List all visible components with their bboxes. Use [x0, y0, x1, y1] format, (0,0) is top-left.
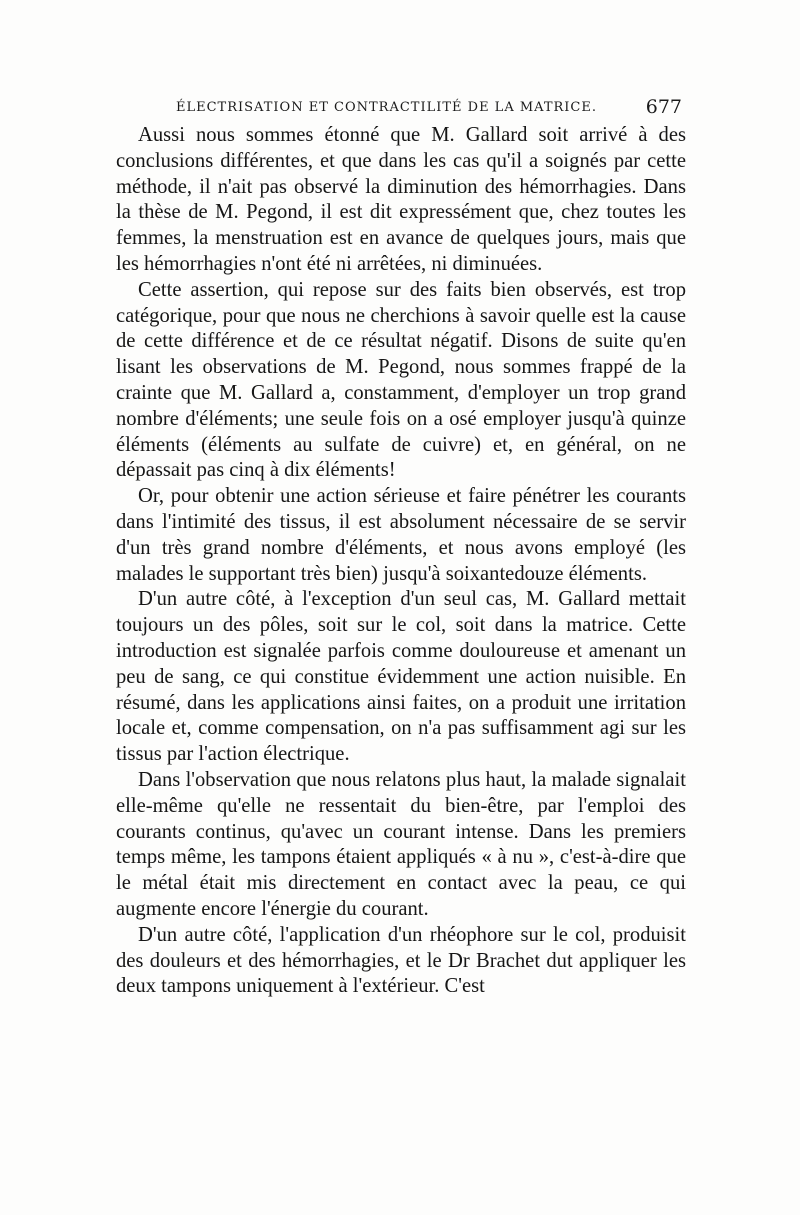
- running-header: [116, 96, 682, 124]
- body-text: [116, 123, 686, 1000]
- paragraph-3: Or, pour obtenir une action sérieuse et faire pénétrer les courants dans l'intimité des tissus, il est absolument nécessaire de se servir d'un très grand nombre d'éléments, et nous avons employé (les malades le supportant très bien) jusqu'à soixantedouze éléments.: [116, 485, 686, 585]
- paragraph-4: D'un autre côté, à l'exception d'un seul cas, M. Gallard mettait toujours un des pôles, soit sur le col, soit dans la matrice. Cette introduction est signalée parfois comme douloureuse et amenant un peu de sang, ce qui constitue évidemment une action nuisible. En résumé, dans les applications ainsi faites, on a produit une irritation locale et, comme compensation, on n'a pas suffisamment agi sur les tissus par l'action électrique.: [116, 588, 686, 766]
- paragraph-6: D'un autre côté, l'application d'un rhéophore sur le col, produisit des douleurs et des hémorrhagies, et le Dr Brachet dut appliquer les deux tampons uniquement à l'extérieur. C'est: [116, 923, 686, 998]
- paragraph-1: Aussi nous sommes étonné que M. Gallard soit arrivé à des conclusions différentes, et que dans les cas qu'il a soignés par cette méthode, il n'ait pas observé la diminution des hémorrhagies. Dans la thèse de M. Pegond, il est dit expressément que, chez toutes les femmes, la menstruation est en avance de quelques jours, mais que les hémorrhagies n'ont été ni arrêtées, ni diminuées.: [116, 124, 686, 275]
- paragraph-5: Dans l'observation que nous relatons plus haut, la malade signalait elle-même qu'elle ne ressentait du bien-être, par l'emploi des courants continus, qu'avec un courant intense. Dans les premiers temps même, les tampons étaient appliqués « à nu », c'est-à-dire que le métal était mis directement en contact avec la peau, ce qui augmente encore l'énergie du courant.: [116, 768, 686, 920]
- running-head-title: ÉLECTRISATION ET CONTRACTILITÉ DE LA MATRICE.: [176, 100, 597, 115]
- paragraph-2: Cette assertion, qui repose sur des faits bien observés, est trop catégorique, pour que nous ne cherchions à savoir quelle est la cause de cette différence et de ce résultat négatif. Disons de suite qu'en lisant les observations de M. Pegond, nous sommes frappé de la crainte que M. Gallard a, constamment, d'employer un trop grand nombre d'éléments; une seule fois on a osé employer jusqu'à quinze éléments (éléments au sulfate de cuivre) et, en général, on ne dépassait pas cinq à dix éléments!: [116, 278, 686, 482]
- page-number: 677: [645, 96, 682, 118]
